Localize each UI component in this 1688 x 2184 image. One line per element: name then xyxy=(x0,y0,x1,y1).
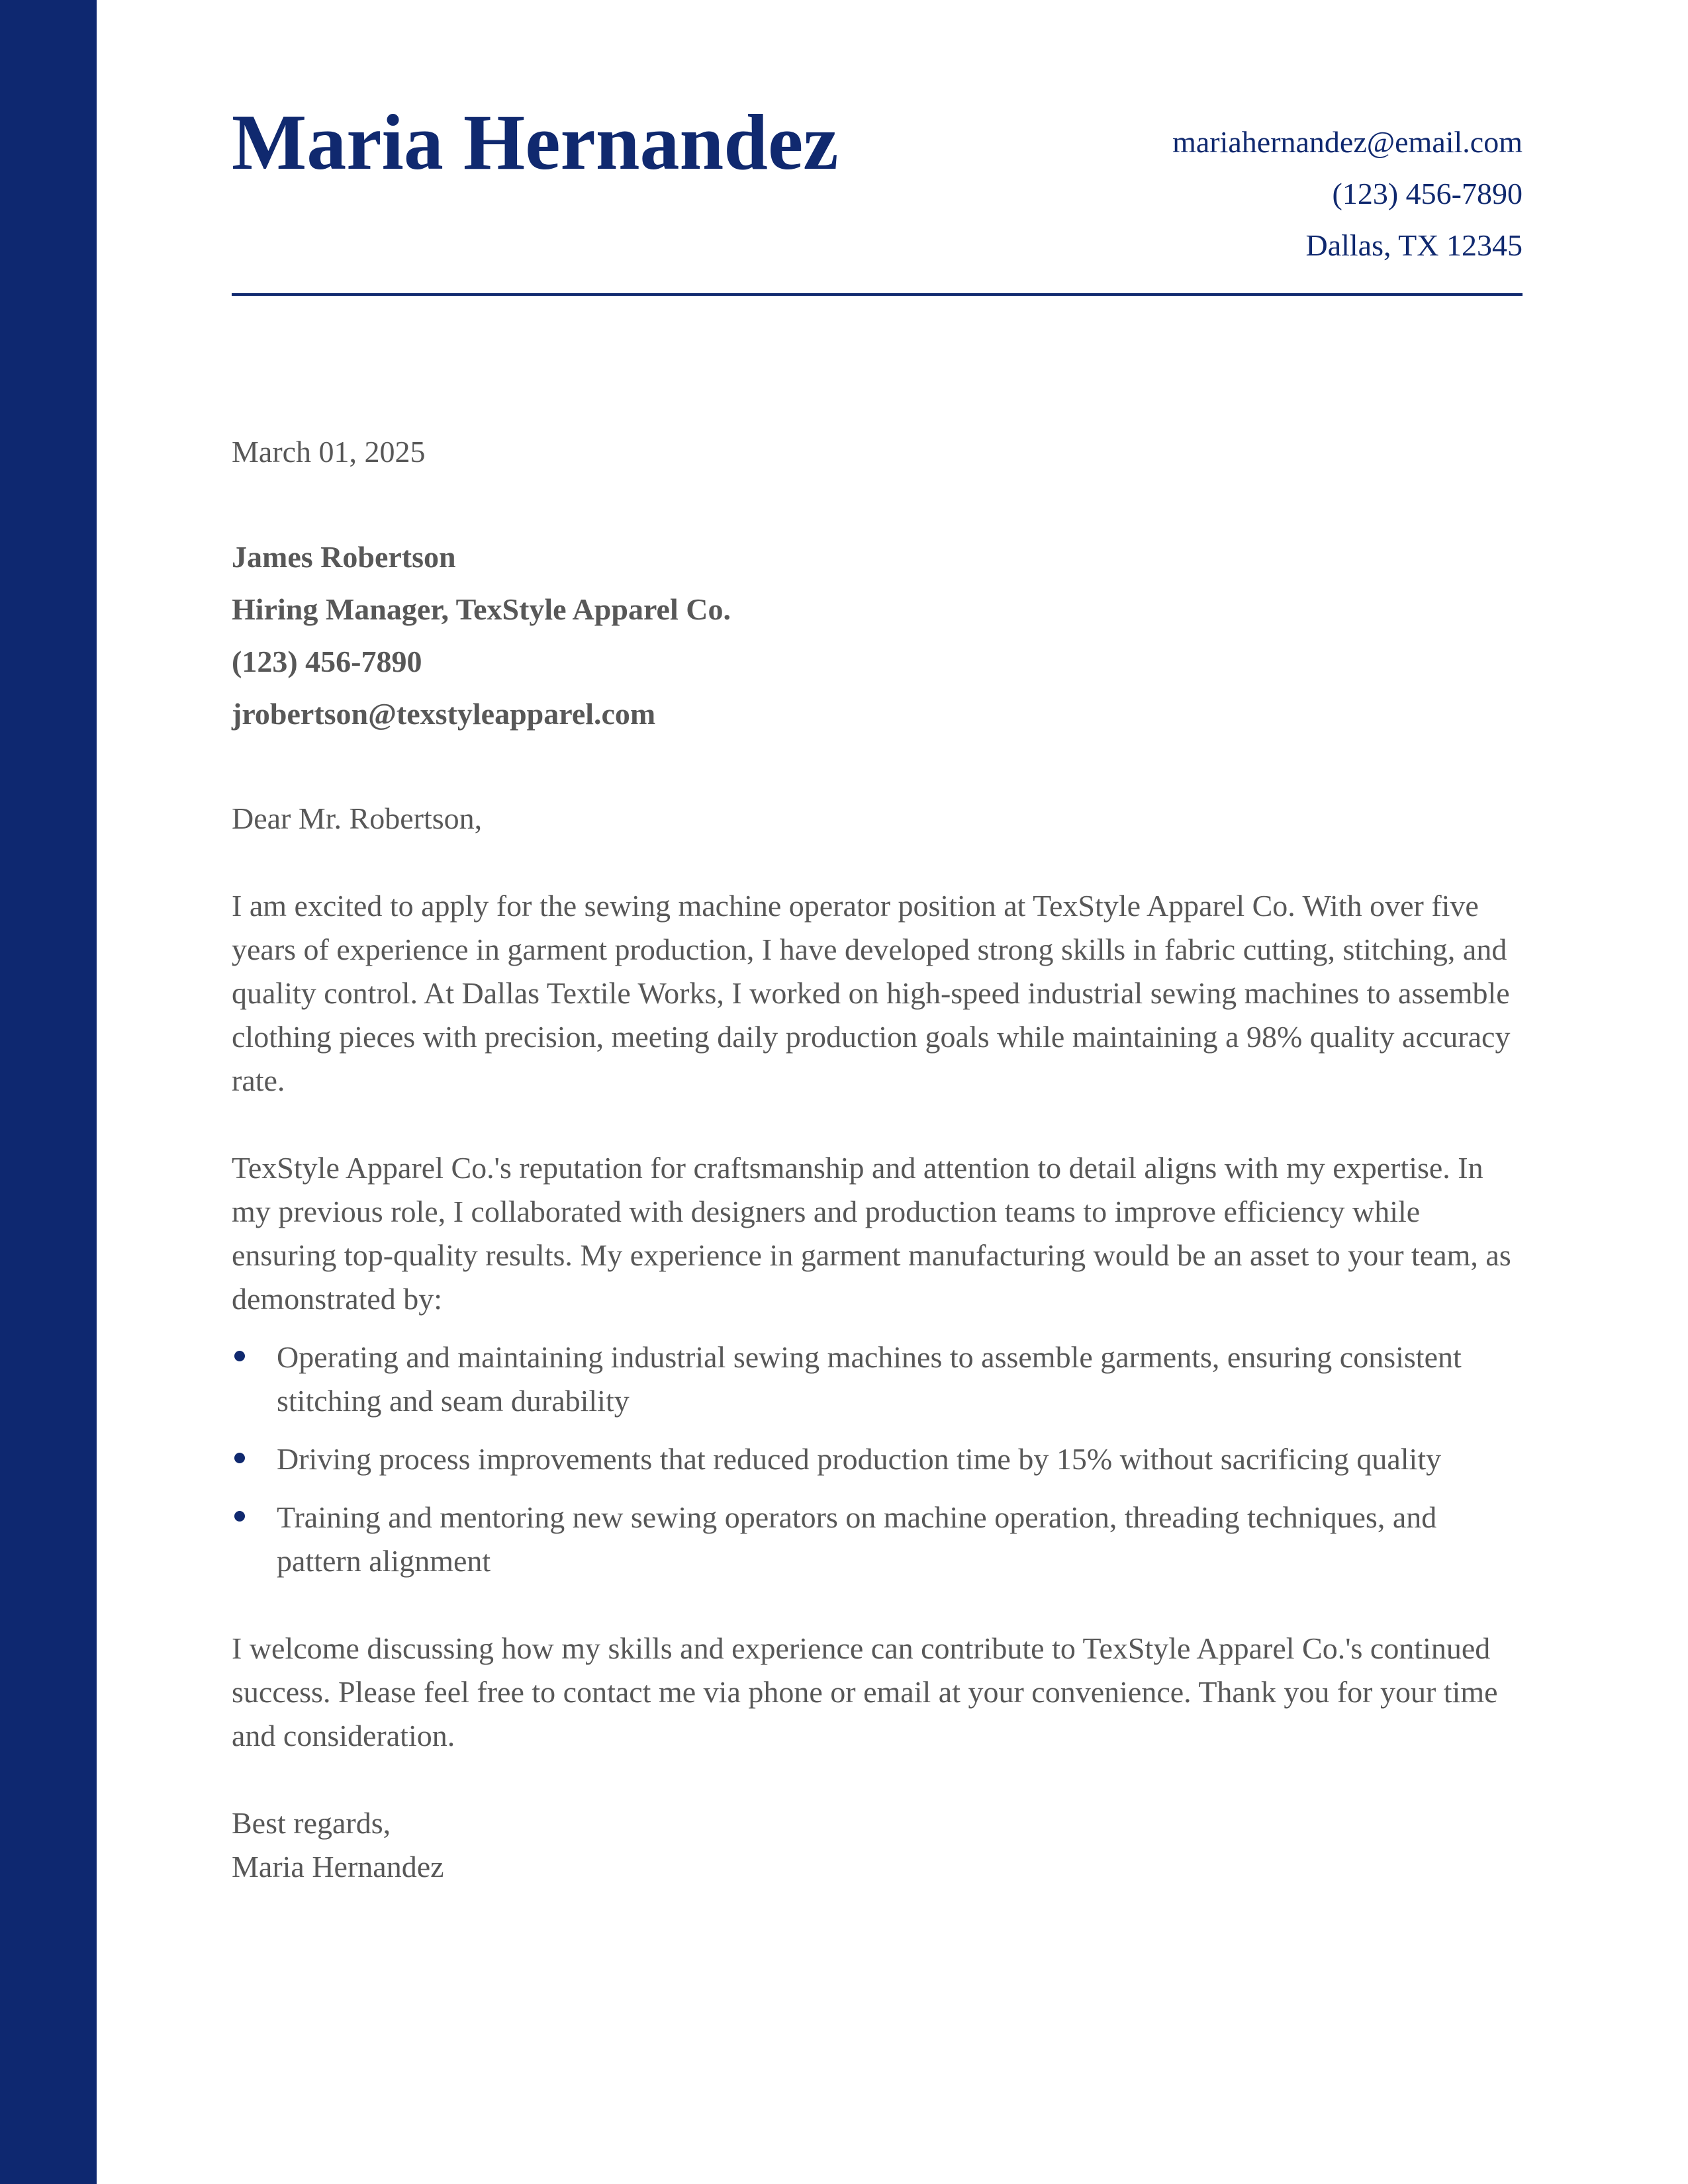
paragraph-fit: TexStyle Apparel Co.'s reputation for craftsmanship and attention to detail aligns with my expertise. In my previous role, I collaborated with designers and production teams to improve efficiency while ensuring top-quality results. My experience in garment manufacturing would be an asset to your team, as demonstrated by: xyxy=(232,1151,1511,1316)
sign-off xyxy=(232,1801,1523,1889)
recipient-name: James Robertson xyxy=(232,540,456,574)
list-item: Training and mentoring new sewing operators on machine operation, threading techniques, and pattern alignment xyxy=(232,1496,1523,1583)
contact-location: Dallas, TX 12345 xyxy=(1305,228,1523,262)
paragraph-closing: I welcome discussing how my skills and experience can contribute to TexStyle Apparel Co.'s continued success. Please feel free to contact me via phone or email at your convenience. Thank you for your time and consideration. xyxy=(232,1631,1498,1752)
list-item: Operating and maintaining industrial sewing machines to assemble garments, ensuring consistent stitching and seam durability xyxy=(232,1336,1523,1423)
paragraph-intro: I am excited to apply for the sewing machine operator position at TexStyle Apparel Co. With over five years of experience in garment production, I have developed strong skills in fabric cutting, stitching, and quality control. At Dallas Textile Works, I worked on high-speed industrial sewing machines to assemble clothing pieces with precision, meeting daily production goals while maintaining a 98% quality accuracy rate. xyxy=(232,889,1511,1097)
applicant-name: Maria Hernandez xyxy=(232,98,839,186)
closing-phrase: Best regards, xyxy=(232,1806,391,1840)
recipient-email[interactable]: jrobertson@texstyleapparel.com xyxy=(232,697,656,731)
greeting: Dear Mr. Robertson, xyxy=(232,801,483,835)
list-item: Driving process improvements that reduced production time by 15% without sacrificing quality xyxy=(232,1437,1523,1481)
contact-phone[interactable]: (123) 456-7890 xyxy=(1332,177,1523,210)
header-divider xyxy=(232,293,1523,296)
contact-info xyxy=(861,116,1523,271)
contact-email[interactable]: mariahernandez@email.com xyxy=(1172,125,1523,159)
letter-date: March 01, 2025 xyxy=(232,435,426,469)
cover-letter-page xyxy=(232,0,1523,2184)
letter-body xyxy=(232,430,1523,1889)
achievement-list xyxy=(232,1336,1523,1583)
left-sidebar-band xyxy=(0,0,97,2184)
signature-name: Maria Hernandez xyxy=(232,1850,444,1884)
recipient-title: Hiring Manager, TexStyle Apparel Co. xyxy=(232,592,731,626)
recipient-block xyxy=(232,531,1523,740)
recipient-phone[interactable]: (123) 456-7890 xyxy=(232,645,422,678)
